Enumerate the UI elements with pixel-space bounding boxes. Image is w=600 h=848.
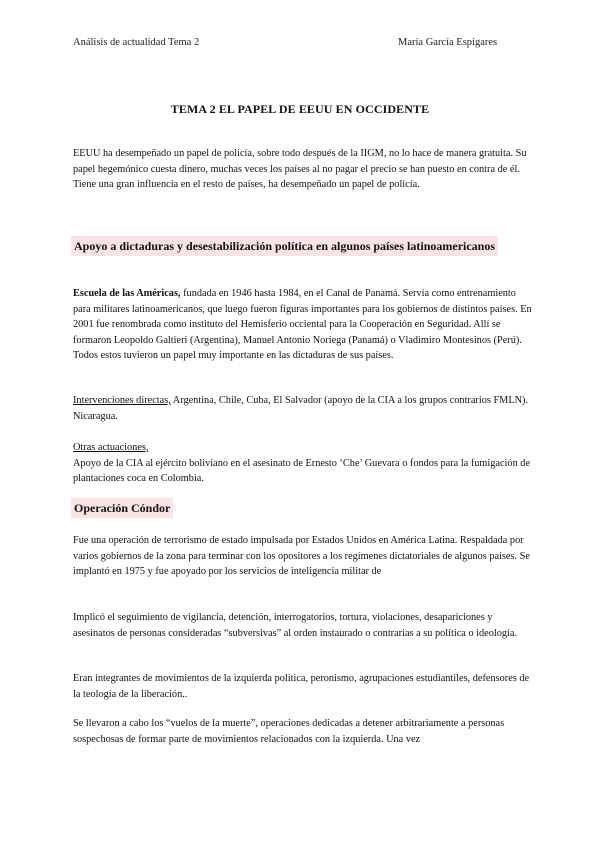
intervenciones-label: Intervenciones directas, (73, 395, 171, 406)
escuela-text: fundada en 1946 hasta 1984, en el Canal de Panamá. Servía como entrenamiento para militares latinoamericanos, que luego fueron figuras importantes para los gobiernos de distintos países. En 2001 fue renombrada como instituto del Hemisferio occiental para la Cooperación en Seguridad. Allí se formaron Leopoldo Galtieri (Argentina), Manuel Antonio Noriega (Panamá) o Vladimiro Montesinos (Perú). Todos estos tuvieron un papel muy importante en las dictaduras de sus países. (73, 288, 532, 362)
section-heading-condor: Operación Cóndor (71, 498, 173, 518)
header-left: Análisis de actualidad Tema 2 (73, 37, 200, 48)
escuela-term: Escuela de las Américas, (73, 288, 181, 299)
intervenciones-paragraph (73, 393, 533, 424)
intro-paragraph: EEUU ha desempeñado un papel de policía, sobre todo después de la IIGM, no lo hace de manera gratuita. Su papel hegemónico cuesta dinero, muchas veces los países al no pagar el precio se han puesto en contra de él. Tiene una gran influencia en el resto de países, ha desempeñado un papel de policía. (73, 148, 527, 191)
section-heading-dictaduras: Apoyo a dictaduras y desestabilización política en algunos países latinoamericanos (71, 236, 498, 256)
condor-paragraph-1: Fue una operación de terrorismo de estado impulsada por Estados Unidos en América Latina. Respaldada por varios gobiernos de la zona para terminar con los opositores a los regímenes dictatoriales de algunos países. Se implantó en 1975 y fue apoyado por los servicios de inteligencia militar de (73, 535, 530, 578)
page-title: TEMA 2 EL PAPEL DE EEUU EN OCCIDENTE (170, 102, 430, 116)
otras-paragraph (73, 440, 533, 487)
condor-paragraph-2: Implicó el seguimiento de vigilancia, detención, interrogatorios, tortura, violaciones, desapariciones y asesinatos de personas consideradas “subversivas” al orden instaurado o contrarias a su política o ideología. (73, 612, 518, 639)
header-right: María García Espigares (398, 37, 498, 48)
condor-paragraph-3: Eran integrantes de movimientos de la izquierda política, peronismo, agrupaciones estudiantiles, defensores de la teología de la liberación.. (73, 673, 530, 700)
condor-paragraph-4: Se llevaron a cabo los “vuelos de la muerte”, operaciones dedicadas a detener arbitrariamente a personas sospechosas de formar parte de movimientos relacionados con la izquierda. Una vez (73, 718, 505, 745)
escuela-paragraph (73, 286, 533, 364)
otras-text: Apoyo de la CIA al ejército boliviano en el asesinato de Ernesto ‘Che’ Guevara o fondos para la fumigación de plantaciones coca en Colombia. (73, 457, 531, 485)
otras-label: Otras actuaciones, (73, 442, 149, 453)
intervenciones-text: Argentina, Chile, Cuba, El Salvador (apoyo de la CIA a los grupos contrarios FMLN). Nicaragua. (73, 395, 529, 422)
